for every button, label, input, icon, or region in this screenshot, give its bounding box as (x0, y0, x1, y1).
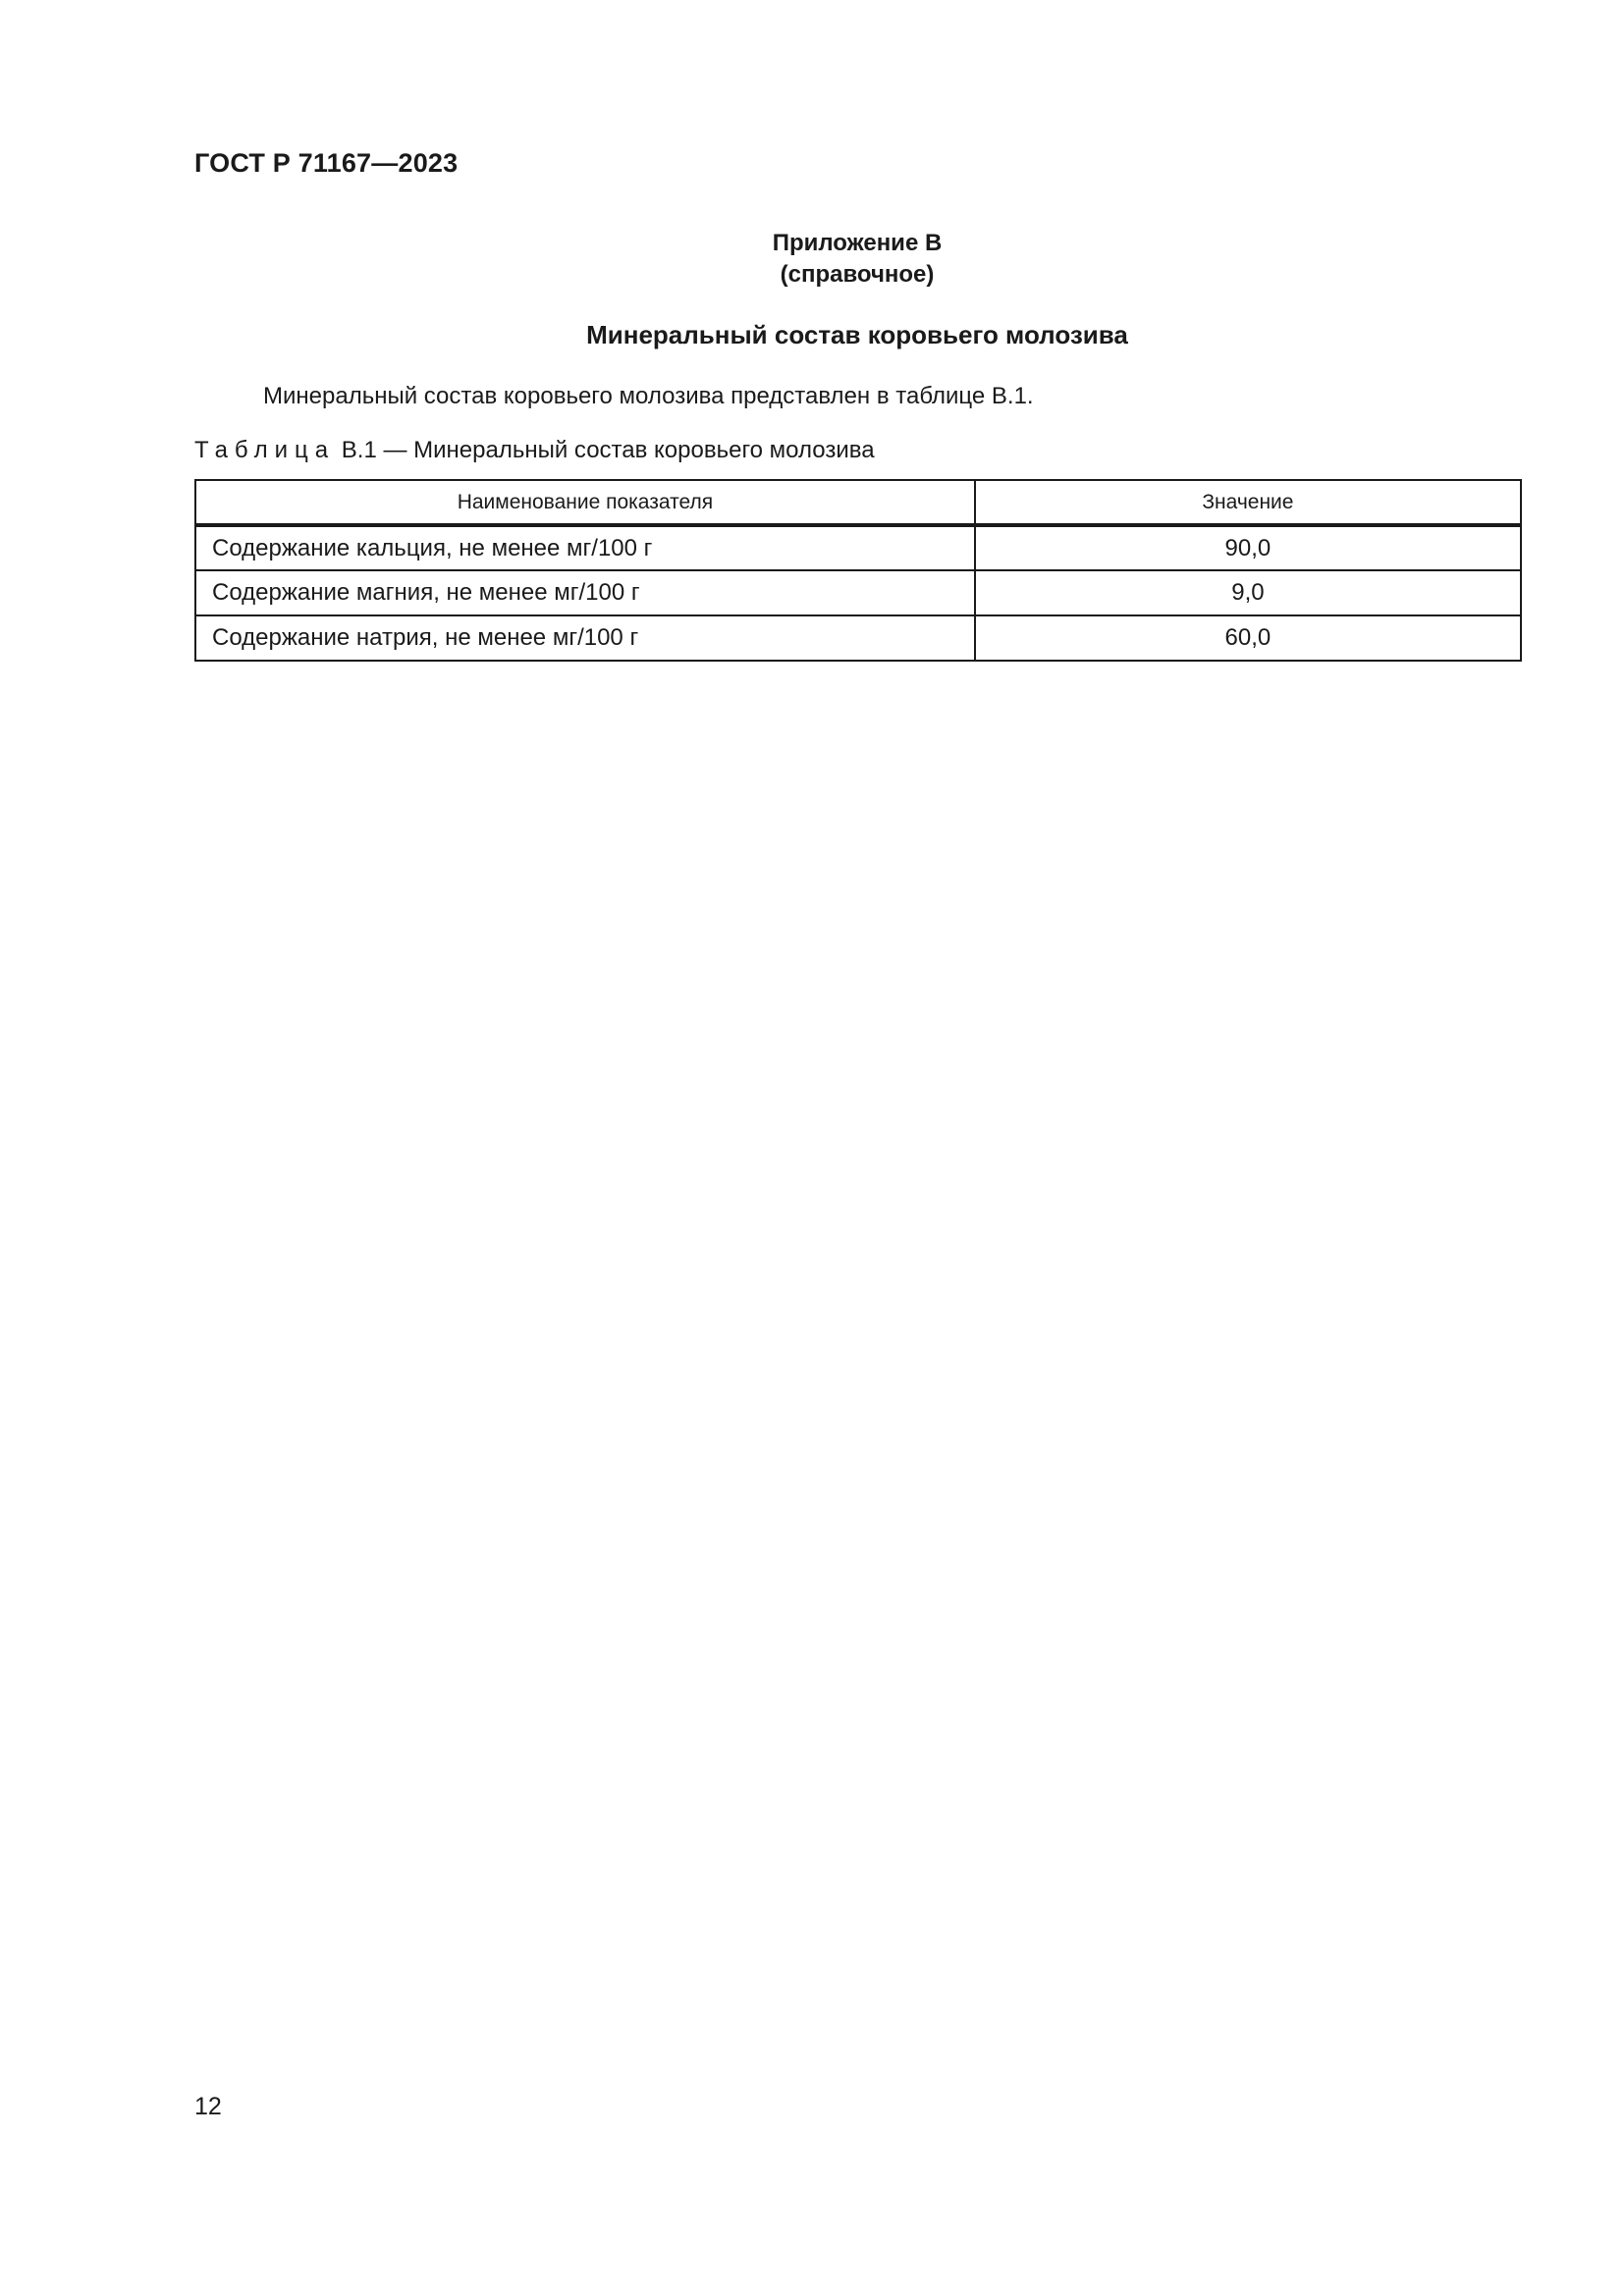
column-header-name: Наименование показателя (195, 480, 975, 525)
appendix-title: Приложение В (772, 230, 943, 256)
table-caption-text: В.1 — Минеральный состав коровьего молозива (335, 437, 875, 463)
column-header-value: Значение (975, 480, 1521, 525)
page-number: 12 (194, 2093, 222, 2120)
mineral-composition-table (194, 479, 1522, 662)
table-header-row (195, 480, 1521, 525)
appendix-status: (справочное) (780, 261, 935, 288)
table-row (195, 525, 1521, 570)
row-name-magnesium: Содержание магния, не менее мг/100 г (195, 570, 975, 615)
intro-paragraph: Минеральный состав коровьего молозива представлен в таблице В.1. (263, 383, 1034, 409)
table-caption-prefix: Таблица (194, 437, 336, 463)
table-caption (194, 437, 875, 464)
appendix-heading (0, 228, 1624, 291)
row-value-sodium: 60,0 (975, 615, 1521, 661)
document-code: ГОСТ Р 71167—2023 (194, 148, 459, 178)
table-row (195, 615, 1521, 661)
row-value-magnesium: 9,0 (975, 570, 1521, 615)
row-value-calcium: 90,0 (975, 525, 1521, 570)
row-name-sodium: Содержание натрия, не менее мг/100 г (195, 615, 975, 661)
section-title: Минеральный состав коровьего молозива (586, 320, 1128, 349)
row-name-calcium: Содержание кальция, не менее мг/100 г (195, 525, 975, 570)
table-row (195, 570, 1521, 615)
